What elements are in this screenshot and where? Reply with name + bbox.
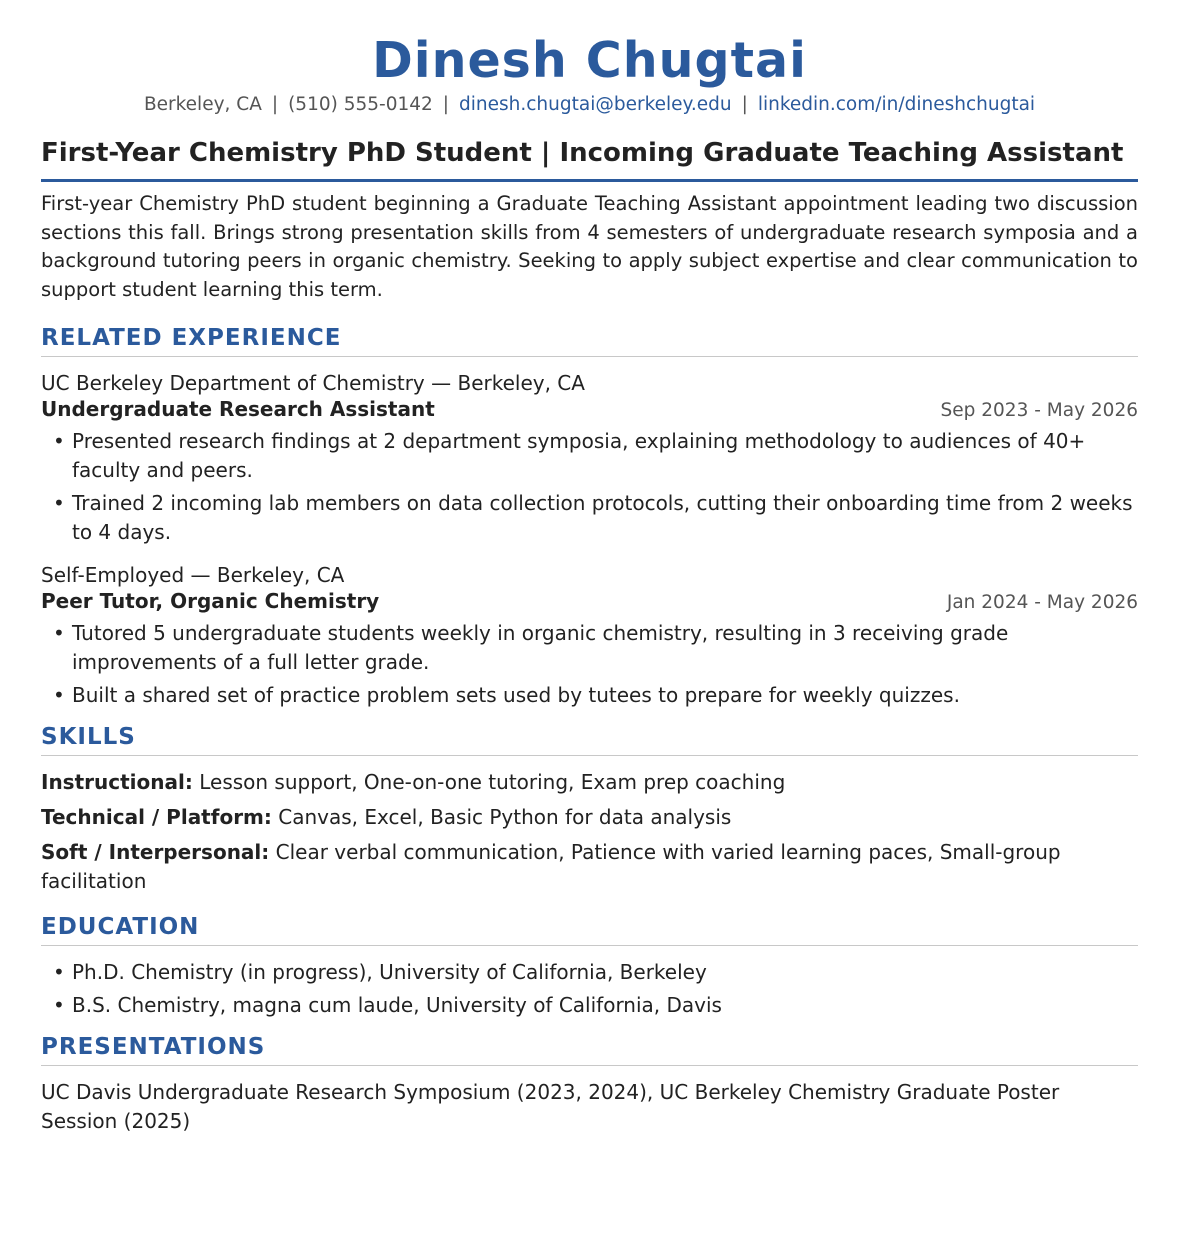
skill-label: Soft / Interpersonal:	[41, 840, 270, 865]
job-role: Peer Tutor, Organic Chemistry	[41, 589, 380, 614]
skill-text: Lesson support, One-on-one tutoring, Exam prep coaching	[199, 770, 786, 795]
education-heading: EDUCATION	[41, 914, 1138, 946]
job-org: UC Berkeley Department of Chemistry — Berkeley, CA	[41, 371, 585, 396]
skill-label: Technical / Platform:	[41, 805, 272, 830]
job-entry	[41, 369, 1138, 547]
skill-line	[41, 803, 1138, 832]
job-dates: Jan 2024 - May 2026	[946, 592, 1138, 614]
job-entry	[41, 561, 1138, 710]
skill-line	[41, 768, 1138, 797]
skills-section	[41, 724, 1138, 896]
job-role-row	[41, 397, 1138, 421]
job-bullets	[41, 427, 1138, 547]
skills-heading: SKILLS	[41, 724, 1138, 756]
skill-line	[41, 838, 1138, 896]
job-bullet: • Trained 2 incoming lab members on data collection protocols, cutting their onboarding time from 2 weeks to 4 days.	[53, 489, 1138, 547]
headline: First-Year Chemistry PhD Student | Incoming Graduate Teaching Assistant	[41, 137, 1138, 182]
skill-text: Canvas, Excel, Basic Python for data analysis	[278, 805, 732, 830]
job-role-row	[41, 589, 1138, 613]
summary: First-year Chemistry PhD student beginning a Graduate Teaching Assistant appointment leading two discussion sections this fall. Brings strong presentation skills from 4 semesters of undergraduate research symposia and a background tutoring peers in organic chemistry. Seeking to apply subject expertise and clear communication to support student learning this term.	[41, 191, 1138, 302]
job-org: Self-Employed — Berkeley, CA	[41, 563, 345, 588]
job-dates: Sep 2023 - May 2026	[940, 400, 1138, 422]
presentations-text: UC Davis Undergraduate Research Symposium (2023, 2024), UC Berkeley Chemistry Graduate Poster Session (2025)	[41, 1080, 1060, 1134]
education-item: • B.S. Chemistry, magna cum laude, University of California, Davis	[53, 991, 1138, 1020]
education-list	[41, 958, 1138, 1020]
contact-separator: |	[442, 93, 450, 115]
education-section	[41, 914, 1138, 1020]
job-bullets	[41, 619, 1138, 710]
presentations-heading: PRESENTATIONS	[41, 1034, 1138, 1066]
phone: (510) 555-0142	[288, 93, 433, 115]
education-item: • Ph.D. Chemistry (in progress), University of California, Berkeley	[53, 958, 1138, 987]
location: Berkeley, CA	[143, 93, 262, 115]
experience-heading: RELATED EXPERIENCE	[41, 325, 1138, 357]
job-bullet: • Tutored 5 undergraduate students weekly in organic chemistry, resulting in 3 receiving grade improvements of a full letter grade.	[53, 619, 1138, 677]
contact-separator: |	[741, 93, 748, 115]
job-bullet: • Presented research findings at 2 department symposia, explaining methodology to audiences of 40+ faculty and peers.	[53, 427, 1138, 485]
experience-section	[41, 325, 1138, 710]
email-link[interactable]: dinesh.chugtai@berkeley.edu	[459, 93, 732, 115]
skill-text: Clear verbal communication, Patience with varied learning paces, Small-group facilitation	[41, 840, 1061, 894]
presentations-section	[41, 1034, 1138, 1136]
skill-label: Instructional:	[41, 770, 193, 795]
contact-line	[41, 94, 1138, 115]
job-role: Undergraduate Research Assistant	[41, 397, 435, 422]
linkedin-link[interactable]: linkedin.com/in/dineshchugtai	[757, 93, 1036, 115]
candidate-name: Dinesh Chugtai	[372, 32, 807, 89]
contact-separator: |	[271, 93, 279, 115]
job-bullet: • Built a shared set of practice problem sets used by tutees to prepare for weekly quizzes.	[53, 681, 1138, 710]
